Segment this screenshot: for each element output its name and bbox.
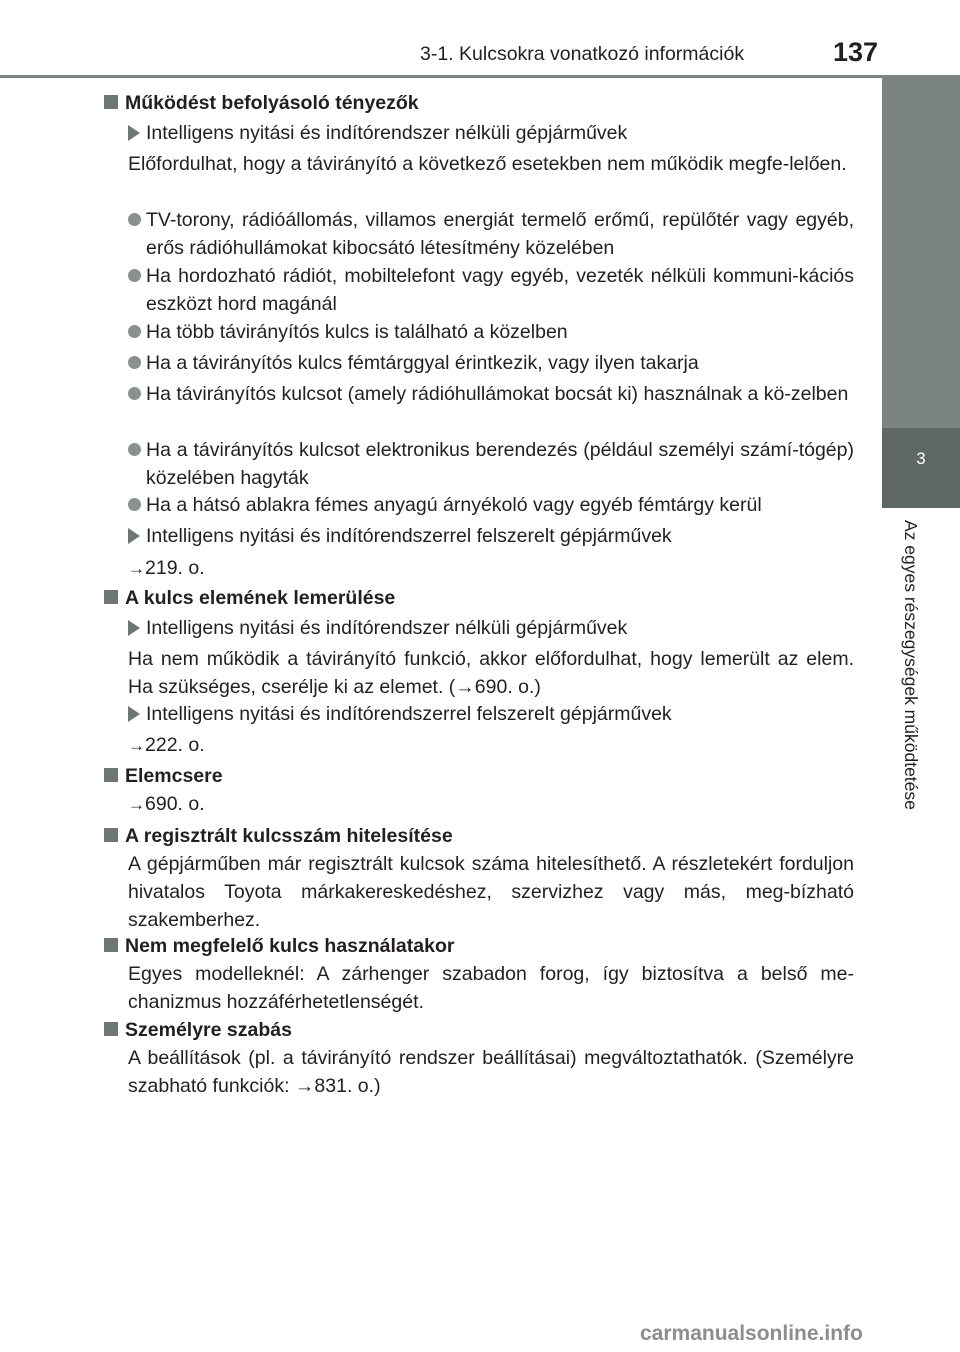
list-item: Ha több távirányítós kulcs is található a közelben xyxy=(128,318,854,346)
triangle-bullet-icon xyxy=(128,528,140,544)
triangle-bullet-icon xyxy=(128,620,140,636)
paragraph: Egyes modelleknél: A zárhenger szabadon forog, így biztosítva a belső me-chanizmus hozzáférhetetlenségét. xyxy=(128,963,854,1013)
square-bullet-icon xyxy=(104,590,118,604)
list-item: Ha távirányítós kulcsot (amely rádióhullámokat bocsát ki) használnak a kö-zelben xyxy=(128,380,854,408)
side-tab-background xyxy=(882,78,960,428)
circle-bullet-icon xyxy=(128,443,141,456)
paragraph: Előfordulhat, hogy a távirányító a következő esetekben nem működik megfe-lelően. xyxy=(128,153,847,175)
section-heading: Személyre szabás xyxy=(104,1016,292,1044)
page-number: 137 xyxy=(833,37,879,67)
square-bullet-icon xyxy=(104,768,118,782)
square-bullet-icon xyxy=(104,828,118,842)
subsection-heading: Intelligens nyitási és indítórendszerrel felszerelt gépjárművek xyxy=(128,700,672,728)
header-divider xyxy=(0,75,960,78)
section-title: 3-1. Kulcsokra vonatkozó információk xyxy=(420,43,745,65)
triangle-bullet-icon xyxy=(128,706,140,722)
section-heading: Nem megfelelő kulcs használatakor xyxy=(104,932,454,960)
subsection-heading: Intelligens nyitási és indítórendszer nélküli gépjárművek xyxy=(128,119,627,147)
chapter-title: Az egyes részegységek működtetése xyxy=(901,520,921,810)
page-reference[interactable]: →690. o. xyxy=(128,793,205,815)
chapter-number: 3 xyxy=(916,449,926,468)
paragraph: A beállítások (pl. a távirányító rendszer beállításai) megváltoztathatók. (Személyre szabható funkciók: →831. o.) xyxy=(128,1047,854,1097)
page-reference[interactable]: →222. o. xyxy=(128,734,205,756)
circle-bullet-icon xyxy=(128,269,141,282)
section-heading: A regisztrált kulcsszám hitelesítése xyxy=(104,822,453,850)
page-reference[interactable]: →219. o. xyxy=(128,557,205,579)
arrow-icon: → xyxy=(128,559,145,578)
watermark: carmanualsonline.info xyxy=(640,1322,863,1345)
arrow-icon: → xyxy=(128,736,145,755)
circle-bullet-icon xyxy=(128,213,141,226)
list-item: Ha hordozható rádiót, mobiltelefont vagy egyéb, vezeték nélküli kommuni-kációs eszközt hord magánál xyxy=(128,262,854,318)
paragraph: A gépjárműben már regisztrált kulcsok száma hitelesíthető. A részletekért forduljon hivatalos Toyota márkakereskedéshez, szervizhez vagy más, meg-bízható szakemberhez. xyxy=(128,853,854,931)
circle-bullet-icon xyxy=(128,498,141,511)
square-bullet-icon xyxy=(104,95,118,109)
subsection-heading: Intelligens nyitási és indítórendszerrel felszerelt gépjárművek xyxy=(128,522,672,550)
section-heading: A kulcs elemének lemerülése xyxy=(104,584,395,612)
square-bullet-icon xyxy=(104,938,118,952)
section-heading: Működést befolyásoló tényezők xyxy=(104,89,419,117)
arrow-icon: → xyxy=(128,795,145,814)
list-item: Ha a távirányítós kulcsot elektronikus berendezés (például személyi számí-tógép) közelében hagyták xyxy=(128,436,854,492)
circle-bullet-icon xyxy=(128,325,141,338)
list-item: Ha a távirányítós kulcs fémtárggyal érintkezik, vagy ilyen takarja xyxy=(128,349,854,377)
paragraph: Ha nem működik a távirányító funkció, akkor előfordulhat, hogy lemerült az elem. Ha szükséges, cserélje ki az elemet. (→690. o.) xyxy=(128,648,854,698)
triangle-bullet-icon xyxy=(128,125,140,141)
list-item: Ha a hátsó ablakra fémes anyagú árnyékoló vagy egyéb fémtárgy kerül xyxy=(128,491,854,519)
subsection-heading: Intelligens nyitási és indítórendszer nélküli gépjárművek xyxy=(128,614,627,642)
circle-bullet-icon xyxy=(128,356,141,369)
section-heading: Elemcsere xyxy=(104,762,223,790)
list-item: TV-torony, rádióállomás, villamos energiát termelő erőmű, repülőtér vagy egyéb, erős rádióhullámokat kibocsátó létesítmény közelében xyxy=(128,206,854,262)
circle-bullet-icon xyxy=(128,387,141,400)
square-bullet-icon xyxy=(104,1022,118,1036)
